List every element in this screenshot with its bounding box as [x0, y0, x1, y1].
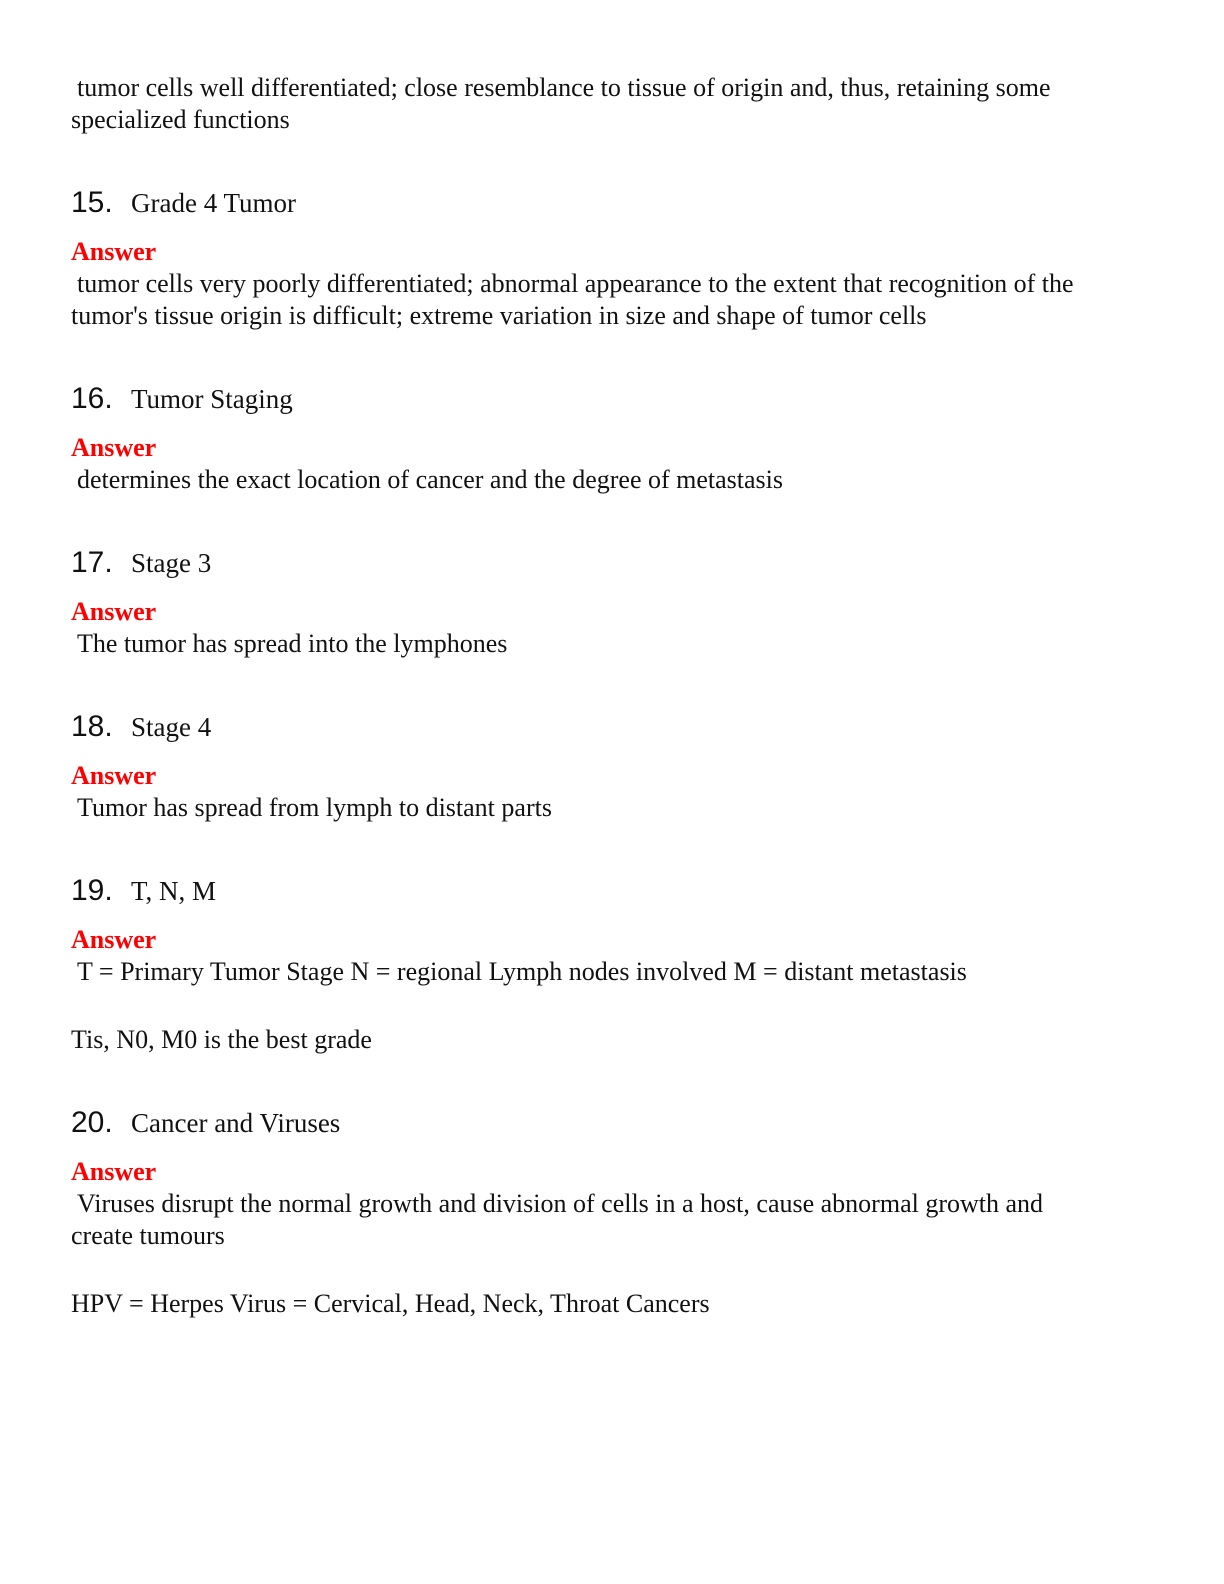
answer-label: Answer — [71, 925, 157, 954]
answer-text-line-1: Viruses disrupt the normal growth and division of cells in a host, cause abnormal growth and — [77, 1189, 1044, 1218]
answer-label: Answer — [71, 1157, 157, 1186]
question-19 — [71, 874, 1151, 914]
question-title: Stage 3 — [131, 548, 212, 578]
question-title: T, N, M — [131, 876, 216, 906]
question-number: 16. — [71, 382, 113, 415]
answer-text-line-1: T = Primary Tumor Stage N = regional Lymph nodes involved M = distant metastasis — [77, 957, 967, 986]
question-title: Tumor Staging — [131, 384, 293, 414]
question-number: 20. — [71, 1106, 113, 1139]
answer-label: Answer — [71, 597, 157, 626]
answer-text-line-1: The tumor has spread into the lymphones — [77, 629, 508, 658]
answer-extra-note: Tis, N0, M0 is the best grade — [71, 1025, 372, 1054]
answer-text-line-1: determines the exact location of cancer and the degree of metastasis — [77, 465, 784, 494]
answer-label: Answer — [71, 433, 157, 462]
document-page — [71, 72, 1151, 1320]
question-15 — [71, 186, 1151, 226]
question-number: 18. — [71, 710, 113, 743]
answer-extra-note: HPV = Herpes Virus = Cervical, Head, Neck, Throat Cancers — [71, 1289, 710, 1318]
question-title: Cancer and Viruses — [131, 1108, 341, 1138]
question-20 — [71, 1106, 1151, 1146]
answer-label: Answer — [71, 761, 157, 790]
answer-text-line-2: tumor's tissue origin is difficult; extreme variation in size and shape of tumor cells — [71, 301, 927, 330]
answer-text-line-1: Tumor has spread from lymph to distant parts — [77, 793, 552, 822]
question-title: Stage 4 — [131, 712, 212, 742]
question-17 — [71, 546, 1151, 586]
intro-answer-line-1: tumor cells well differentiated; close resemblance to tissue of origin and, thus, retaining some — [77, 73, 1051, 102]
question-number: 17. — [71, 546, 113, 579]
question-number: 19. — [71, 874, 113, 907]
intro-answer-line-2: specialized functions — [71, 105, 290, 134]
answer-text-line-1: tumor cells very poorly differentiated; abnormal appearance to the extent that recognition of the — [77, 269, 1074, 298]
answer-label: Answer — [71, 237, 157, 266]
question-16 — [71, 382, 1151, 422]
question-title: Grade 4 Tumor — [131, 188, 297, 218]
question-number: 15. — [71, 186, 113, 219]
answer-text-line-2: create tumours — [71, 1221, 225, 1250]
question-18 — [71, 710, 1151, 750]
